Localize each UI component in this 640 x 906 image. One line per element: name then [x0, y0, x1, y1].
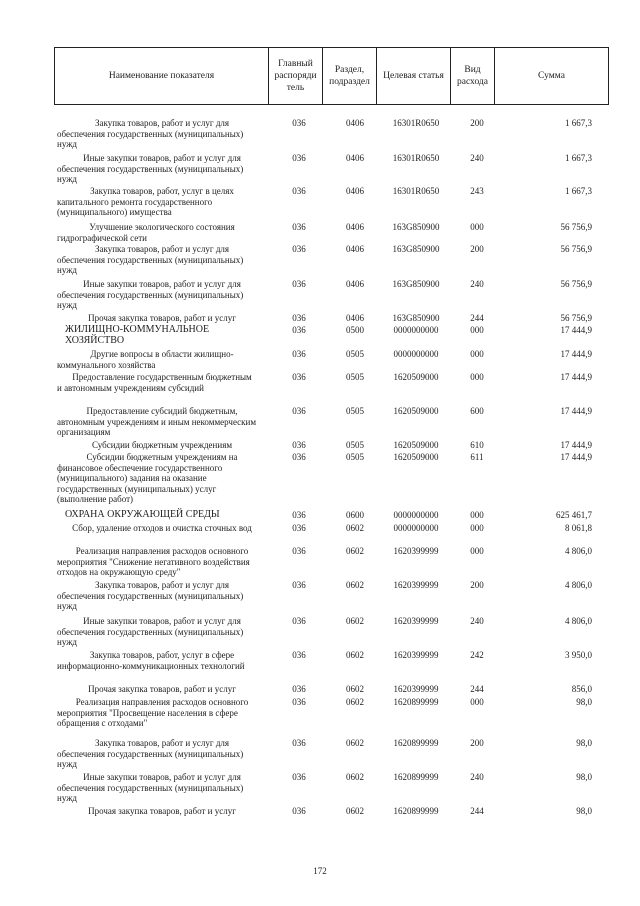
row-tselevaya: 1620509000: [393, 452, 439, 462]
row-tselevaya: 0000000000: [393, 510, 439, 520]
row-vid: 200: [470, 118, 484, 128]
row-name-line-cont: обеспечения государственных (муниципальных): [57, 128, 244, 139]
row-razdel: 0602: [346, 697, 364, 707]
row-vid: 244: [470, 313, 484, 323]
row-summa: 4 806,0: [565, 616, 592, 626]
row-name-line-cont: организациям: [57, 427, 111, 437]
row-glavny: 036: [292, 580, 306, 590]
row-glavny: 036: [292, 452, 306, 462]
header-name: Наименование показателя: [108, 71, 215, 81]
row-razdel: 0406: [346, 118, 364, 128]
row-tselevaya: 1620509000: [393, 406, 439, 416]
row-glavny: 036: [292, 772, 306, 782]
row-glavny: 036: [292, 244, 306, 254]
row-name: [57, 650, 267, 671]
row-glavny: 036: [292, 523, 306, 533]
row-tselevaya: 1620509000: [393, 440, 439, 450]
row-name: [57, 222, 267, 243]
row-name-line: Улучшение экологического состояния: [89, 222, 235, 232]
row-razdel: 0505: [346, 349, 364, 359]
row-tselevaya: 1620399999: [393, 546, 439, 556]
row-glavny: 036: [292, 279, 306, 289]
row-tselevaya: 163G850900: [392, 313, 440, 323]
row-name-line: Прочая закупка товаров, работ и услуг: [88, 313, 236, 323]
row-summa: 17 444,9: [560, 440, 592, 450]
row-razdel: 0602: [346, 580, 364, 590]
row-summa: 1 667,3: [565, 153, 592, 163]
row-name-line-cont: коммунального хозяйства: [57, 359, 156, 370]
row-name-line-cont: обеспечения государственных (муниципальных): [57, 163, 244, 174]
row-summa: 17 444,9: [560, 349, 592, 359]
page-number: 172: [313, 866, 327, 876]
row-name: [57, 684, 267, 695]
row-summa: 98,0: [576, 697, 592, 707]
row-name-line-cont: нужд: [57, 265, 77, 275]
row-name: [57, 186, 267, 218]
row-name-line-cont: отходов на окружающую среду": [57, 567, 181, 577]
row-summa: 56 756,9: [560, 313, 592, 323]
row-vid: 000: [470, 697, 484, 707]
row-vid: 000: [470, 222, 484, 232]
row-name-line-cont: (муниципального) имущества: [57, 207, 172, 217]
row-glavny: 036: [292, 684, 306, 694]
row-name-line-cont: и автономным учреждениям субсидий: [57, 382, 204, 393]
row-razdel: 0602: [346, 616, 364, 626]
row-name-line: Сбор, удаление отходов и очистка сточных вод: [72, 523, 252, 533]
row-name-line-cont: нужд: [57, 300, 77, 310]
row-name-line: Закупка товаров, работ и услуг для: [94, 244, 230, 254]
row-tselevaya: 0000000000: [393, 325, 439, 335]
row-vid: 600: [470, 406, 484, 416]
row-vid: 240: [470, 279, 484, 289]
row-name-line: Прочая закупка товаров, работ и услуг: [88, 684, 236, 694]
row-razdel: 0602: [346, 772, 364, 782]
row-name-line-cont: гидрографической сети: [57, 232, 147, 243]
row-name-line-cont: мероприятия "Снижение негативного воздействия: [57, 556, 250, 567]
row-name-line-cont: нужд: [57, 793, 77, 803]
row-name-line-cont: информационно-коммуникационных технологий: [57, 660, 245, 671]
row-name-line-cont: нужд: [57, 637, 77, 647]
row-tselevaya: 1620899999: [393, 806, 439, 816]
row-summa: 56 756,9: [560, 244, 592, 254]
row-summa: 1 667,3: [565, 186, 592, 196]
row-name-line-cont: обеспечения государственных (муниципальных): [57, 748, 244, 759]
row-razdel: 0600: [346, 510, 364, 520]
row-razdel: 0406: [346, 222, 364, 232]
row-razdel: 0602: [346, 738, 364, 748]
row-name: [57, 546, 267, 578]
row-razdel: 0505: [346, 440, 364, 450]
row-name-line: Предоставление субсидий бюджетным,: [86, 406, 238, 416]
row-vid: 243: [470, 186, 484, 196]
row-summa: 98,0: [576, 738, 592, 748]
row-glavny: 036: [292, 546, 306, 556]
row-name-line: Иные закупки товаров, работ и услуг для: [83, 616, 241, 626]
row-name: [57, 244, 267, 276]
row-name-line-cont: нужд: [57, 174, 77, 184]
row-vid: 000: [470, 325, 484, 335]
row-name-line: Закупка товаров, работ и услуг для: [94, 118, 230, 128]
row-glavny: 036: [292, 697, 306, 707]
row-summa: 17 444,9: [560, 452, 592, 462]
row-tselevaya: 0000000000: [393, 349, 439, 359]
row-tselevaya: 1620399999: [393, 580, 439, 590]
row-name-line: Иные закупки товаров, работ и услуг для: [83, 772, 241, 782]
row-name-line: Закупка товаров, работ и услуг для: [94, 738, 230, 748]
row-razdel: 0602: [346, 546, 364, 556]
row-name: [57, 452, 267, 505]
row-name-line: Иные закупки товаров, работ и услуг для: [83, 279, 241, 289]
row-name-line: ЖИЛИЩНО-КОММУНАЛЬНОЕ ХОЗЯЙСТВО: [65, 324, 210, 346]
row-name-line-cont: обеспечения государственных (муниципальных): [57, 626, 244, 637]
header-vid: Вид расхода: [450, 48, 494, 104]
row-tselevaya: 1620399999: [393, 616, 439, 626]
row-name-line-cont: автономным учреждениям и иным некоммерческим: [57, 416, 257, 427]
row-summa: 17 444,9: [560, 325, 592, 335]
row-name: [57, 510, 267, 521]
row-tselevaya: 1620899999: [393, 697, 439, 707]
row-name-line: Иные закупки товаров, работ и услуг для: [83, 153, 241, 163]
row-glavny: 036: [292, 806, 306, 816]
row-tselevaya: 1620399999: [393, 650, 439, 660]
row-name: [57, 440, 267, 451]
row-name-line: Закупка товаров, работ, услуг в сфере: [89, 650, 235, 660]
row-name: [57, 313, 267, 324]
row-name: [57, 325, 267, 346]
row-vid: 244: [470, 806, 484, 816]
row-tselevaya: 0000000000: [393, 523, 439, 533]
row-vid: 200: [470, 580, 484, 590]
row-razdel: 0505: [346, 452, 364, 462]
header-glavny: Главный распоряди тель: [268, 48, 322, 104]
row-tselevaya: 163G850900: [392, 279, 440, 289]
row-name: [57, 153, 267, 185]
row-vid: 610: [470, 440, 484, 450]
row-tselevaya: 16301R0650: [392, 153, 440, 163]
row-glavny: 036: [292, 510, 306, 520]
row-name-line-cont: обращения с отходами": [57, 718, 148, 728]
row-summa: 3 950,0: [565, 650, 592, 660]
row-razdel: 0602: [346, 684, 364, 694]
row-glavny: 036: [292, 349, 306, 359]
row-vid: 240: [470, 772, 484, 782]
row-glavny: 036: [292, 372, 306, 382]
row-vid: 000: [470, 372, 484, 382]
row-name-line-cont: мероприятия "Просвещение населения в сфере: [57, 707, 238, 718]
row-vid: 611: [470, 452, 484, 462]
row-tselevaya: 1620899999: [393, 738, 439, 748]
row-name: [57, 372, 267, 393]
row-vid: 242: [470, 650, 484, 660]
row-razdel: 0406: [346, 244, 364, 254]
row-glavny: 036: [292, 186, 306, 196]
row-name-line: Закупка товаров, работ, услуг в целях: [90, 186, 234, 196]
row-name-line-cont: (муниципального) задания на оказание: [57, 473, 207, 483]
row-summa: 8 061,8: [565, 523, 592, 533]
row-glavny: 036: [292, 325, 306, 335]
row-summa: 98,0: [576, 806, 592, 816]
row-summa: 856,0: [571, 684, 592, 694]
row-tselevaya: 1620899999: [393, 772, 439, 782]
row-name-line-cont: государственных (муниципальных) услуг: [57, 483, 217, 494]
row-summa: 56 756,9: [560, 279, 592, 289]
row-name-line-cont: обеспечения государственных (муниципальных): [57, 254, 244, 265]
row-name: [57, 406, 267, 438]
row-summa: 98,0: [576, 772, 592, 782]
row-razdel: 0602: [346, 806, 364, 816]
row-razdel: 0406: [346, 279, 364, 289]
row-tselevaya: 1620399999: [393, 684, 439, 694]
row-vid: 000: [470, 523, 484, 533]
row-vid: 200: [470, 244, 484, 254]
row-name: [57, 772, 267, 804]
row-vid: 000: [470, 349, 484, 359]
row-razdel: 0505: [346, 406, 364, 416]
row-razdel: 0406: [346, 153, 364, 163]
row-vid: 000: [470, 510, 484, 520]
row-glavny: 036: [292, 222, 306, 232]
row-razdel: 0602: [346, 523, 364, 533]
row-name: [57, 616, 267, 648]
row-summa: 4 806,0: [565, 580, 592, 590]
row-tselevaya: 163G850900: [392, 222, 440, 232]
row-summa: 17 444,9: [560, 406, 592, 416]
row-razdel: 0505: [346, 372, 364, 382]
row-vid: 000: [470, 546, 484, 556]
row-glavny: 036: [292, 650, 306, 660]
row-name: [57, 279, 267, 311]
row-name-line: Субсидии бюджетным учреждениям на: [86, 452, 238, 462]
row-name-line-cont: нужд: [57, 759, 77, 769]
row-name-line-cont: нужд: [57, 601, 77, 611]
row-glavny: 036: [292, 313, 306, 323]
row-tselevaya: 16301R0650: [392, 118, 440, 128]
row-vid: 240: [470, 616, 484, 626]
row-vid: 200: [470, 738, 484, 748]
row-summa: 17 444,9: [560, 372, 592, 382]
row-name: [57, 738, 267, 770]
row-name-line-cont: финансовое обеспечение государственного: [57, 462, 223, 473]
row-tselevaya: 163G850900: [392, 244, 440, 254]
row-razdel: 0500: [346, 325, 364, 335]
row-glavny: 036: [292, 118, 306, 128]
table-header: [54, 47, 609, 105]
row-razdel: 0406: [346, 313, 364, 323]
row-name-line-cont: обеспечения государственных (муниципальных): [57, 782, 244, 793]
row-vid: 244: [470, 684, 484, 694]
row-glavny: 036: [292, 153, 306, 163]
header-summa: Сумма: [494, 48, 608, 104]
row-name-line: Закупка товаров, работ и услуг для: [94, 580, 230, 590]
row-name: [57, 697, 267, 729]
row-name-line: Прочая закупка товаров, работ и услуг: [88, 806, 236, 816]
row-vid: 240: [470, 153, 484, 163]
row-razdel: 0602: [346, 650, 364, 660]
row-name: [57, 349, 267, 370]
row-glavny: 036: [292, 616, 306, 626]
row-name-line-cont: (выполнение работ): [57, 494, 134, 504]
row-name: [57, 118, 267, 150]
row-tselevaya: 1620509000: [393, 372, 439, 382]
row-name-line: Другие вопросы в области жилищно-: [90, 349, 234, 359]
row-name-line: Реализация направления расходов основного: [75, 697, 249, 707]
row-summa: 1 667,3: [565, 118, 592, 128]
row-name: [57, 806, 267, 817]
row-name-line: Субсидии бюджетным учреждениям: [91, 440, 233, 450]
row-summa: 625 461,7: [556, 510, 592, 520]
row-tselevaya: 16301R0650: [392, 186, 440, 196]
row-glavny: 036: [292, 738, 306, 748]
row-glavny: 036: [292, 440, 306, 450]
row-name-line-cont: нужд: [57, 139, 77, 149]
row-name-line-cont: обеспечения государственных (муниципальных): [57, 590, 244, 601]
row-name-line: ОХРАНА ОКРУЖАЮЩЕЙ СРЕДЫ: [65, 509, 220, 520]
header-tselevaya: Целевая статья: [376, 48, 450, 104]
row-glavny: 036: [292, 406, 306, 416]
row-summa: 4 806,0: [565, 546, 592, 556]
row-name-line: Предоставление государственным бюджетным: [72, 372, 252, 382]
row-summa: 56 756,9: [560, 222, 592, 232]
row-razdel: 0406: [346, 186, 364, 196]
row-name: [57, 523, 267, 534]
row-name-line-cont: обеспечения государственных (муниципальных): [57, 289, 244, 300]
row-name-line: Реализация направления расходов основного: [75, 546, 249, 556]
row-name: [57, 580, 267, 612]
header-razdel: Раздел, подраздел: [322, 48, 376, 104]
row-name-line-cont: капитального ремонта государственного: [57, 196, 213, 207]
